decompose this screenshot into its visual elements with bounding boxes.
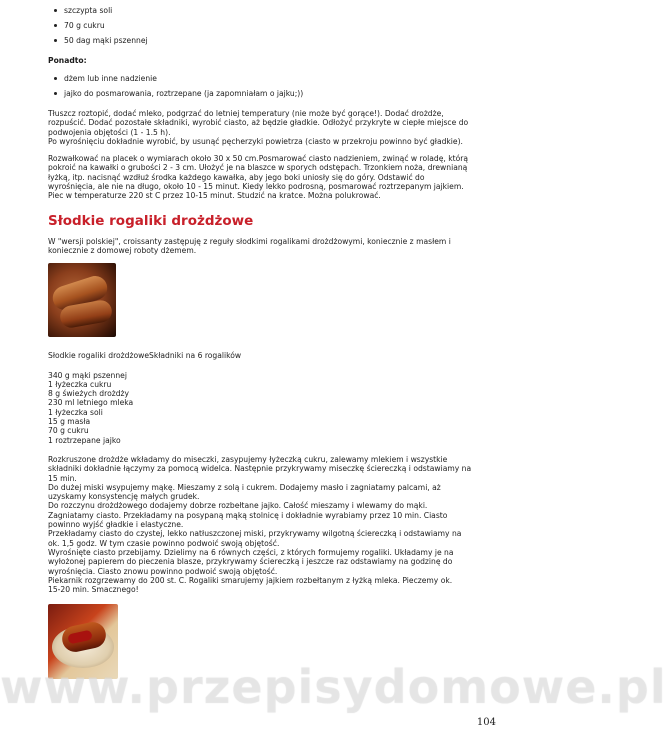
- list-item: jajko do posmarowania, roztrzepane (ja zapomniałam o jajku;)): [48, 86, 494, 101]
- text-line: wyrośnięcia, ale nie na długo, około 10 - 15 minut. Kiedy lekko podrosną, posmarować roztrzepanym jajkiem.: [48, 182, 464, 192]
- list-item: 70 g cukru: [48, 18, 494, 33]
- text-line: Tłuszcz roztopić, dodać mleko, podgrzać do letniej temperatury (nie może być gorące!). Dodać drożdże,: [48, 109, 444, 118]
- ingredient-line: 8 g świeżych drożdży: [48, 389, 130, 399]
- text-line: uzyskamy konsystencję małych grudek.: [48, 492, 200, 502]
- rolling-paragraph: [48, 154, 494, 200]
- list-item: szczypta soli: [48, 3, 494, 18]
- text-line: Wyrośnięte ciasto przebijamy. Dzielimy na 6 równych części, z których formujemy rogaliki. Układamy je na: [48, 547, 454, 557]
- text-line: Rozwałkować na placek o wymiarach około 30 x 50 cm.Posmarować ciasto nadzieniem, zwinąć w roladę, którą: [48, 154, 469, 164]
- text-line: podwojenia objętości (1 - 1.5 h).: [48, 127, 171, 137]
- text-line: ok. 1,5 godz. W tym czasie powinno podwoić swoją objętość.: [48, 538, 280, 548]
- site-watermark: www.przepisydomowe.pl: [0, 660, 667, 714]
- text-line: Piekarnik rozgrzewamy do 200 st. C. Rogaliki smarujemy jajkiem rozbełtanym z łyżką mleka. Pieczemy ok.: [48, 575, 453, 585]
- ingredients-block: [48, 371, 494, 445]
- text-line: składniki dokładnie łączymy za pomocą widelca. Następnie przykrywamy miseczkę ściereczką i odstawiamy na: [48, 464, 472, 474]
- list-item: 50 dag mąki pszennej: [48, 33, 494, 48]
- text-line: Piec w temperaturze 220 st C przez 10-15 minut. Studzić na kratce. Można polukrować.: [48, 191, 381, 201]
- ingredient-line: 1 łyżeczka soli: [48, 407, 103, 417]
- text-line: łyżką, itp. nacisnąć wzdłuż środka każdego kawałka, aby jego boki uniosły się do góry. Odstawić do: [48, 172, 425, 182]
- croissants-photo: [48, 263, 116, 337]
- ingredient-line: 1 roztrzepane jajko: [48, 435, 121, 445]
- intro-paragraph: [48, 237, 494, 256]
- text-line: wyrośnięcia. Ciasto znowu powinno podwoić swoją objętość.: [48, 566, 278, 576]
- list-item: dżem lub inne nadzienie: [48, 71, 494, 86]
- text-line: Do dużej miski wsypujemy mąkę. Mieszamy z solą i cukrem. Dodajemy masło i zagniatamy palcami, aż: [48, 482, 441, 492]
- dough-paragraph: [48, 109, 494, 146]
- text-line: Do rozczynu drożdżowego dodajemy dobrze rozbełtane jajko. Całość mieszamy i wlewamy do mąki.: [48, 501, 428, 511]
- text-line: wyłożonej papierem do pieczenia blasze, przykrywamy ściereczką i jeszcze raz odstawiamy na godzinę do: [48, 557, 453, 567]
- text-line: rozpuścić. Dodać pozostałe składniki, wyrobić ciasto, aż będzie gładkie. Odłożyć przykryte w ciepłe miejsce do: [48, 118, 469, 128]
- text-line: W "wersji polskiej", croissanty zastępuję z reguły słodkimi rogalikami drożdżowymi, koniecznie z masłem i: [48, 236, 451, 246]
- text-line: Zagniatamy ciasto. Przekładamy na posypaną mąką stolnicę i dokładnie wyrabiamy przez 10 min. Ciasto: [48, 510, 448, 520]
- ponadto-list: [48, 71, 494, 101]
- ingredient-line: 1 łyżeczka cukru: [48, 379, 112, 389]
- text-line: koniecznie z domowej roboty dżemem.: [48, 245, 197, 255]
- text-line: Przekładamy ciasto do czystej, lekko natłuszczonej miski, przykrywamy wilgotną ściereczką i odstawiamy na: [48, 529, 462, 539]
- recipe-caption: Słodkie rogaliki drożdżoweSkładniki na 6 rogalików: [48, 351, 242, 361]
- text-line: 15 min.: [48, 473, 77, 483]
- ingredient-line: 15 g masła: [48, 417, 91, 427]
- section-title: Słodkie rogaliki drożdżowe: [48, 212, 254, 229]
- text-line: Rozkruszone drożdże wkładamy do miseczki, zasypujemy łyżeczką cukru, zalewamy mlekiem i wszystkie: [48, 454, 448, 464]
- ingredient-line: 340 g mąki pszennej: [48, 370, 127, 380]
- ingredient-line: 230 ml letniego mleka: [48, 398, 134, 408]
- top-ingredient-list: [48, 3, 494, 48]
- page-content: [48, 0, 494, 679]
- text-line: 15-20 min. Smacznego!: [48, 585, 139, 595]
- page-number: 104: [476, 717, 496, 728]
- text-line: pokroić na kawałki o grubości 2 - 3 cm. Ułożyć je na blaszce w sporych odstępach. Trzonkiem noża, drewnianą: [48, 163, 468, 173]
- ingredient-line: 70 g cukru: [48, 426, 89, 436]
- instructions-block: [48, 455, 494, 594]
- text-line: powinno wyjść gładkie i elastyczne.: [48, 520, 184, 530]
- ponadto-heading: Ponadto:: [48, 56, 87, 65]
- text-line: Po wyrośnięciu dokładnie wyrobić, by usunąć pęcherzyki powietrza (ciasto w przekroju powinno być gładkie).: [48, 136, 463, 146]
